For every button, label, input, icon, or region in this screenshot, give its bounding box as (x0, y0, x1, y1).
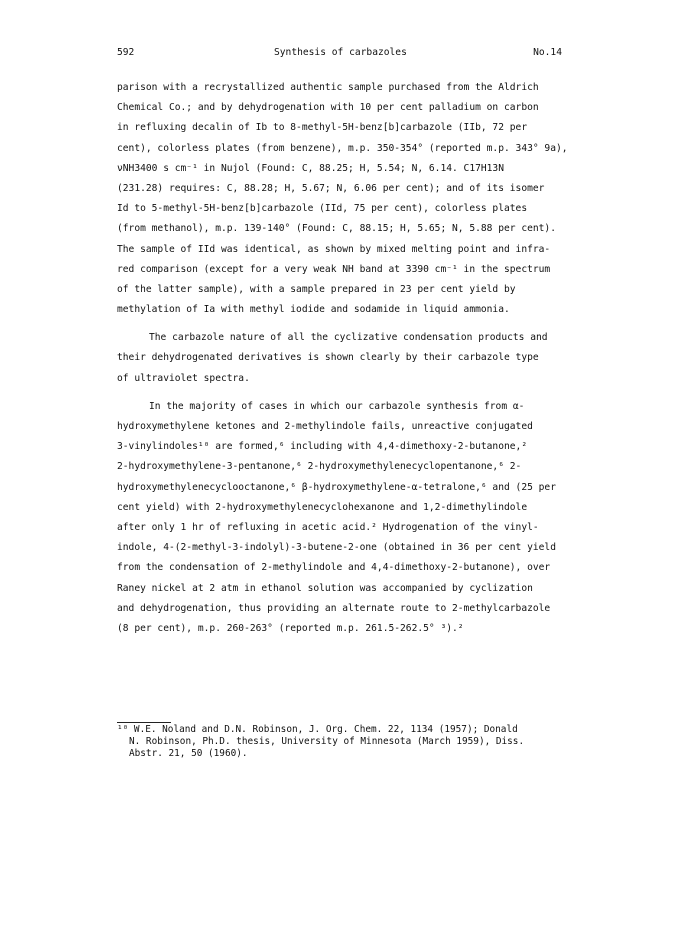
text-line: parison with a recrystallized authentic sample purchased from the Aldrich (117, 82, 539, 93)
body-text (117, 78, 568, 639)
text-line: and dehydrogenation, thus providing an alternate route to 2-methylcarbazole (117, 602, 551, 614)
footnote-rule (117, 722, 171, 723)
text-line: cent yield) with 2-hydroxymethylenecyclohexanone and 1,2-dimethylindole (117, 501, 528, 513)
footnote-line: N. Robinson, Ph.D. thesis, University of Minnesota (March 1959), Diss. (129, 736, 525, 747)
text-line: The sample of IId was identical, as shown by mixed melting point and infra- (117, 243, 551, 255)
paragraph (117, 328, 565, 389)
running-header (117, 47, 562, 61)
footnote (117, 724, 565, 760)
footnote-line: ¹⁰ W.E. Noland and D.N. Robinson, J. Org. Chem. 22, 1134 (1957); Donald (117, 724, 518, 735)
text-line: red comparison (except for a very weak NH band at 3390 cm⁻¹ in the spectrum (117, 263, 551, 275)
text-line: Id to 5-methyl-5H-benz[b]carbazole (IId, 75 per cent), colorless plates (117, 203, 528, 215)
paragraph (117, 397, 565, 639)
text-line: 3-vinylindoles¹⁰ are formed,⁶ including with 4,4-dimethoxy-2-butanone,² (117, 441, 528, 453)
running-title: Synthesis of carbazoles (274, 47, 407, 58)
page-number: 592 (117, 47, 135, 58)
text-line: The carbazole nature of all the cyclizative condensation products and (149, 332, 548, 344)
text-line: methylation of Ia with methyl iodide and sodamide in liquid ammonia. (117, 304, 510, 316)
text-line: In the majority of cases in which our carbazole synthesis from α- (149, 400, 525, 412)
text-line: of ultraviolet spectra. (117, 372, 250, 384)
paragraph (117, 78, 568, 320)
paragraph-gap (117, 389, 565, 397)
text-line: νNH3400 s cm⁻¹ in Nujol (Found: C, 88.25; H, 5.54; N, 6.14. C17H13N (117, 162, 504, 174)
text-line: (8 per cent), m.p. 260-263° (reported m.p. 261.5-262.5° ³).² (117, 622, 464, 634)
text-line: hydroxymethylenecyclooctanone,⁶ β-hydroxymethylene-α-tetralone,⁶ and (25 per (117, 481, 556, 493)
text-line: hydroxymethylene ketones and 2-methylindole fails, unreactive conjugated (117, 421, 533, 432)
footnote-line: Abstr. 21, 50 (1960). (129, 748, 248, 759)
text-line: after only 1 hr of refluxing in acetic acid.² Hydrogenation of the vinyl- (117, 521, 539, 533)
text-line: cent), colorless plates (from benzene), m.p. 350-354° (reported m.p. 343° 9a), (117, 142, 568, 154)
text-line: in refluxing decalin of Ib to 8-methyl-5H-benz[b]carbazole (IIb, 72 per (117, 122, 528, 134)
text-line: (from methanol), m.p. 139-140° (Found: C, 88.15; H, 5.65; N, 5.88 per cent). (117, 223, 556, 235)
text-line: of the latter sample), with a sample prepared in 23 per cent yield by (117, 283, 516, 295)
paragraph-gap (117, 320, 565, 328)
text-line: Raney nickel at 2 atm in ethanol solution was accompanied by cyclization (117, 582, 533, 594)
issue-number: No.14 (533, 47, 562, 58)
text-line: indole, 4-(2-methyl-3-indolyl)-3-butene-2-one (obtained in 36 per cent yield (117, 542, 556, 554)
text-line: 2-hydroxymethylene-3-pentanone,⁶ 2-hydroxymethylenecyclopentanone,⁶ 2- (117, 461, 522, 473)
text-line: their dehydrogenated derivatives is shown clearly by their carbazole type (117, 352, 539, 364)
text-line: (231.28) requires: C, 88.28; H, 5.67; N, 6.06 per cent); and of its isomer (117, 182, 545, 194)
text-line: from the condensation of 2-methylindole and 4,4-dimethoxy-2-butanone), over (117, 562, 551, 574)
text-line: Chemical Co.; and by dehydrogenation with 10 per cent palladium on carbon (117, 102, 539, 114)
